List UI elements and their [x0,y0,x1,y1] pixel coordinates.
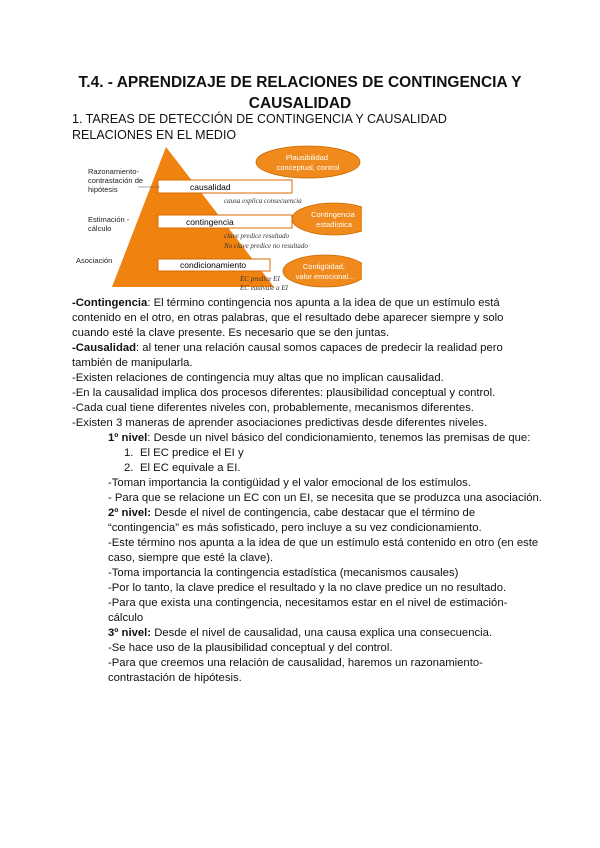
nivel-3: 3º nivel: Desde el nivel de causalidad, una causa explica una consecuencia. [108,627,493,639]
cloud-plausibilidad [256,146,360,178]
nivel-1: 1º nivel: Desde un nivel básico del condicionamiento, tenemos las premisas de que: [108,432,531,444]
label-estimacion: Estimación - cálculo [88,215,130,233]
paragraph: -Para que creemos una relación de causalidad, haremos un razonamiento-contrastación de hipótesis. [108,657,483,684]
nivel-2: 2º nivel: Desde el nivel de contingencia, cabe destacar que el término de “contingencia” es más sofisticado, pero incluye a su vez condicionamiento. [108,507,482,534]
note-causa: causa explica consecuencia [224,197,302,205]
list-item: 2. El EC equivale a EI. [124,462,241,474]
paragraph: -En la causalidad implica dos procesos diferentes: plausibilidad conceptual y control. [72,387,496,399]
paragraph: -Toma importancia la contingencia estadística (mecanismos causales) [108,567,459,579]
cloud-contingencia [292,203,362,235]
contingency-pyramid-figure [72,142,362,290]
note-clave2: No clave predice no resultado [224,242,308,250]
title-line-1: T.4. - APRENDIZAJE DE RELACIONES DE CONTINGENCIA Y [78,74,522,91]
box-causalidad-label: causalidad [190,182,231,192]
svg-text:Contingencia estadística: Contingencia estadística [311,210,355,229]
box-condicionamiento-label: condicionamiento [180,260,247,270]
paragraph: -Este término nos apunta a la idea de que un estímulo está contenido en otro (en este caso, siempre que esté la clave). [108,537,539,564]
svg-text:Contigüidad, valor emoci: Contigüidad, valor emocional... [295,262,355,281]
paragraph-contingencia: -Contingencia: El término contingencia nos apunta a la idea de que un estímulo está contenido en el otro, en otras palabras, que el resultado debe aparecer siempre y solo cuando esté la clave presente. Es necesario que se den juntas. [72,297,504,339]
body-text [72,296,542,686]
paragraph: -Existen relaciones de contingencia muy altas que no implican causalidad. [72,372,444,384]
paragraph: -Toman importancia la contigüidad y el valor emocional de los estímulos. [108,477,471,489]
list-item: 1. El EC predice el EI y [124,447,244,459]
paragraph: - Para que se relacione un EC con un EI, se necesita que se produzca una asociación. [108,492,542,504]
note-clave1: clave predice resultado [224,232,290,240]
label-asociacion: Asociación [76,256,113,265]
page-title [60,72,540,114]
paragraph: -Para que exista una contingencia, necesitamos estar en el nivel de estimación-cálculo [108,597,508,624]
paragraph: -Existen 3 maneras de aprender asociaciones predictivas desde diferentes niveles. [72,417,488,429]
paragraph: -Por lo tanto, la clave predice el resultado y la no clave predice un no resultado. [108,582,507,594]
section-subheading: RELACIONES EN EL MEDIO [72,128,237,142]
note-ec2: EC equivale a EI [240,284,289,290]
svg-text:Plausibilidad conceptual: Plausibilidad conceptual, control [276,153,340,172]
label-razonamiento: Razonamiento- contrastación de hipótesis [88,167,144,194]
paragraph: -Cada cual tiene diferentes niveles con, probablemente, mecanismos diferentes. [72,402,474,414]
box-contingencia-label: contingencia [186,217,234,227]
paragraph-causalidad: -Causalidad: al tener una relación causal somos capaces de predecir la realidad pero también de manipularla. [72,342,503,369]
title-line-2: CAUSALIDAD [248,95,352,112]
paragraph: -Se hace uso de la plausibilidad conceptual y del control. [108,642,393,654]
cloud-contiguidad [283,255,362,287]
section-heading: 1. TAREAS DE DETECCIÓN DE CONTINGENCIA Y CAUSALIDAD [72,112,447,126]
note-ec1: EC predice EI [240,275,280,283]
